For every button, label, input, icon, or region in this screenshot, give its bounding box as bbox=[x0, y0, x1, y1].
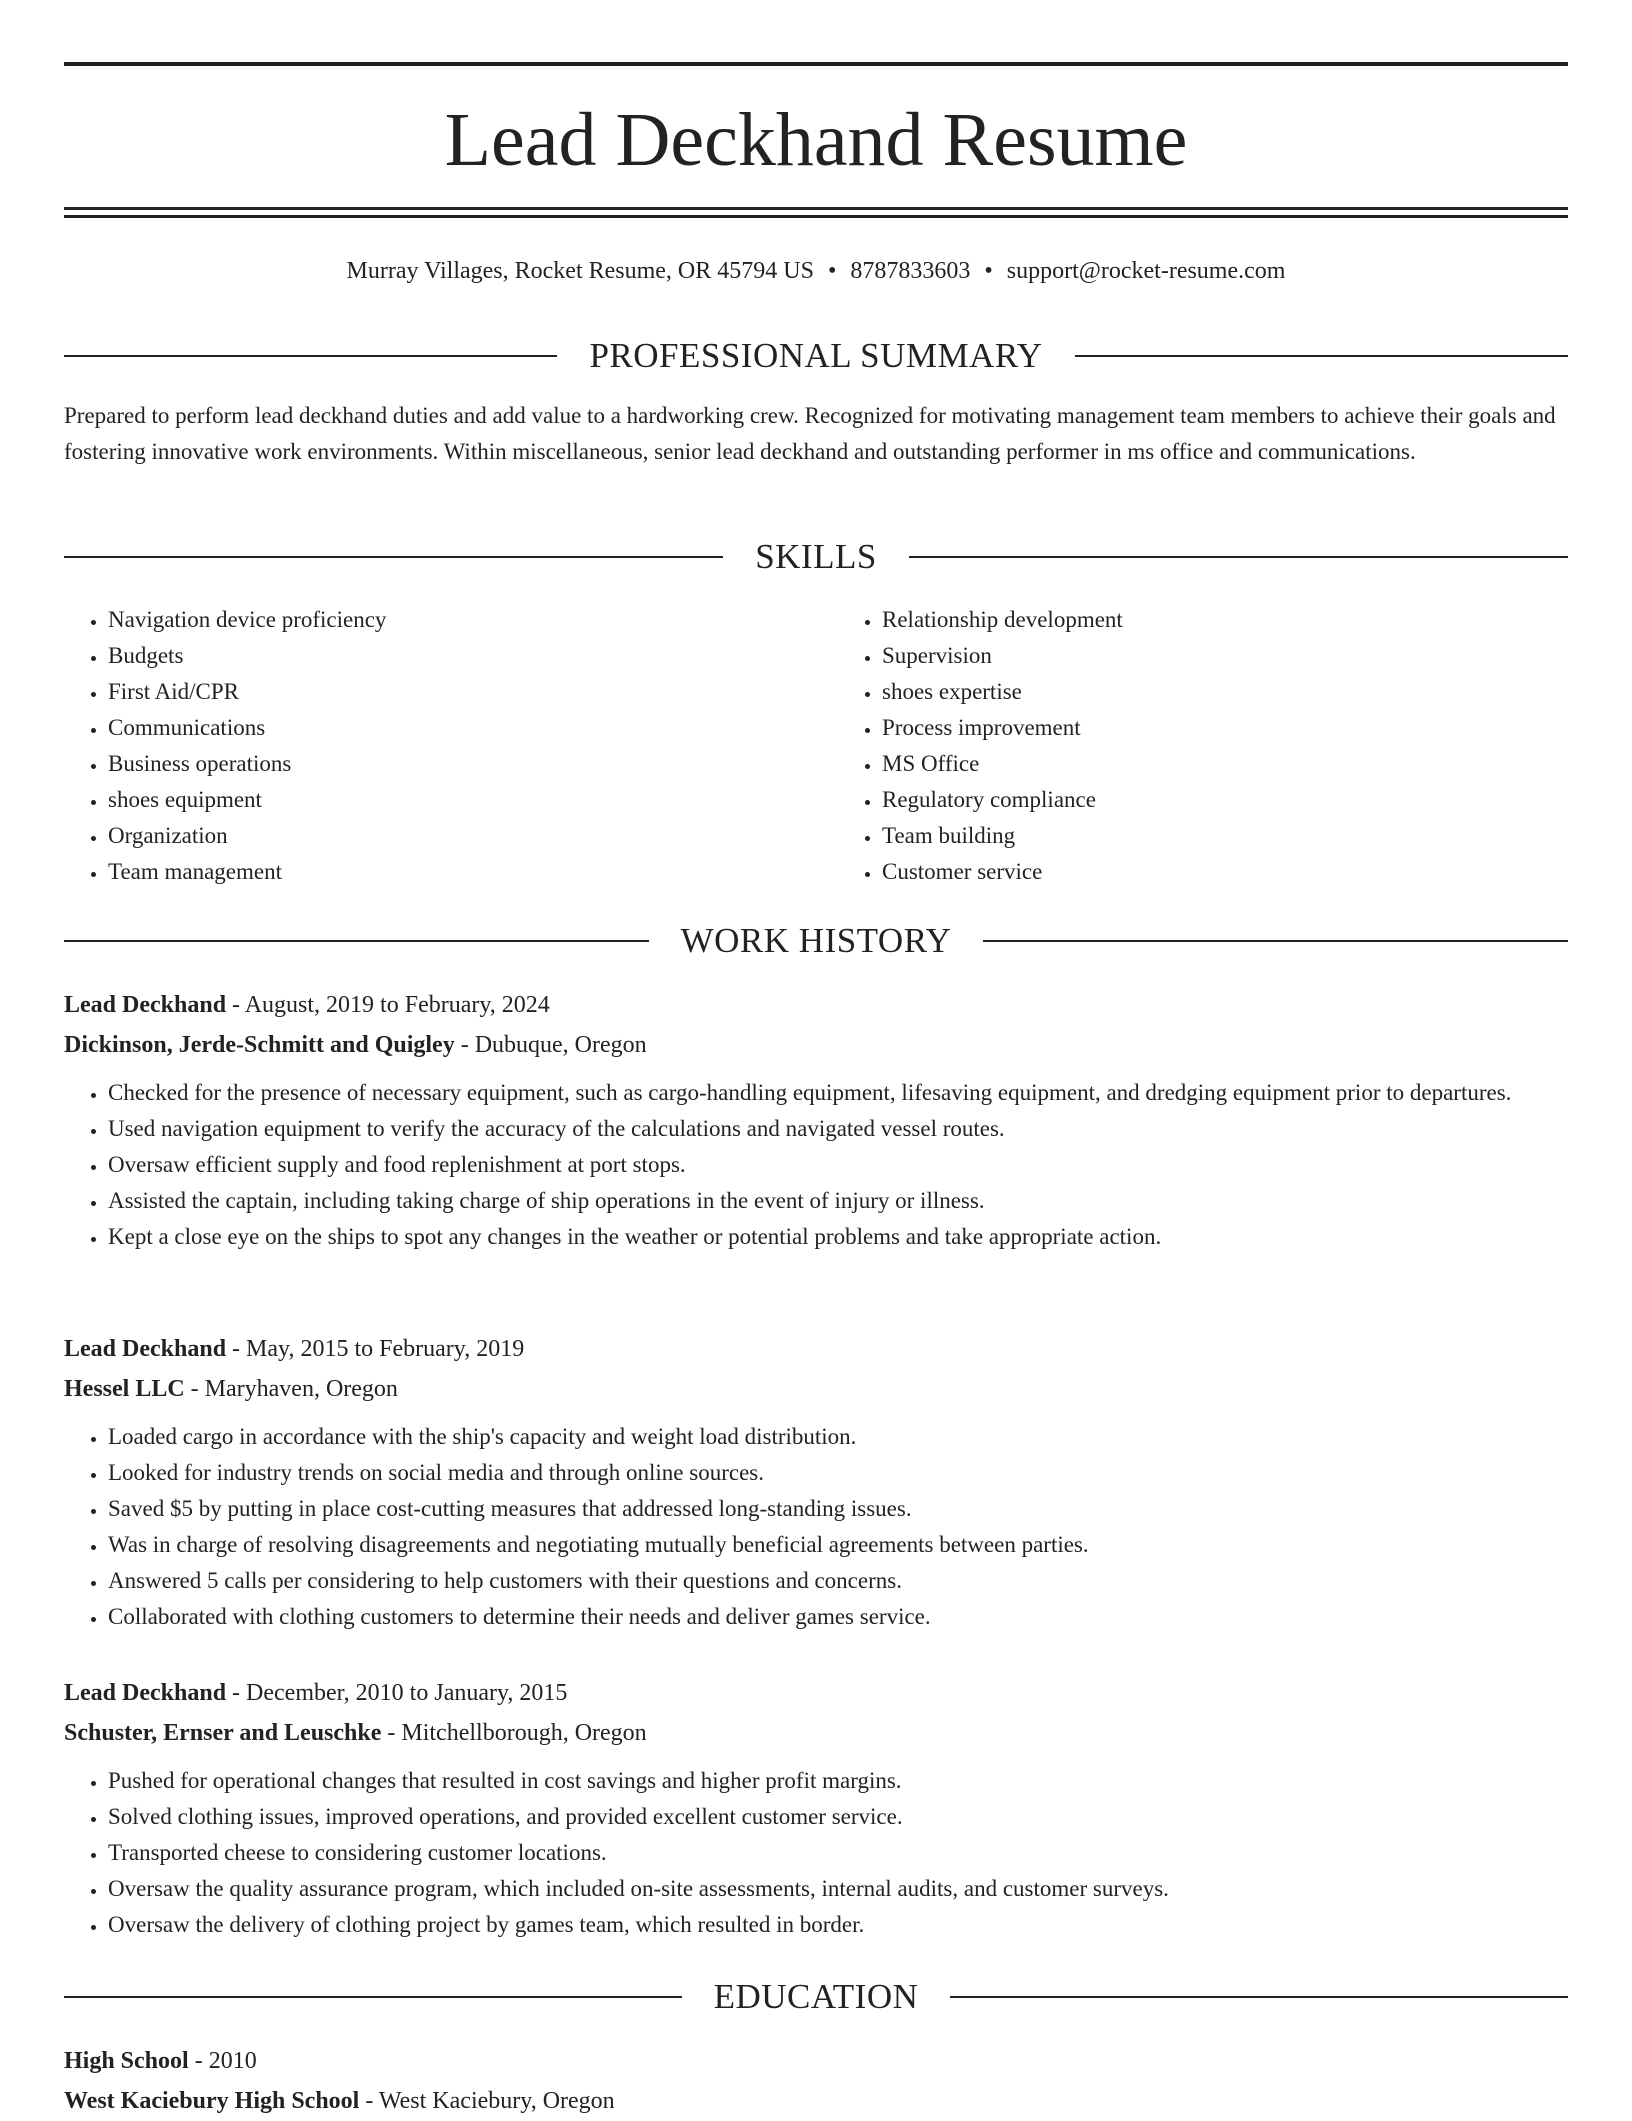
skill-item: • Team management bbox=[108, 854, 794, 890]
skills-title: SKILLS bbox=[755, 537, 877, 576]
job-title-line bbox=[64, 1329, 1568, 1369]
heading-rule bbox=[64, 940, 649, 942]
job-company: Dickinson, Jerde-Schmitt and Quigley bbox=[64, 1032, 455, 1058]
skill-item: • Navigation device proficiency bbox=[108, 602, 794, 638]
skill-item: • Business operations bbox=[108, 746, 794, 782]
job-dates: - May, 2015 to February, 2019 bbox=[226, 1336, 525, 1362]
heading-rule bbox=[64, 355, 557, 357]
job-bullet: • Transported cheese to considering customer locations. bbox=[108, 1835, 1568, 1871]
heading-rule bbox=[64, 1996, 682, 1998]
job-title: Lead Deckhand bbox=[64, 992, 227, 1018]
education-degree: High School bbox=[64, 2048, 189, 2074]
education-year: - 2010 bbox=[188, 2048, 257, 2074]
job-dates: - December, 2010 to January, 2015 bbox=[226, 1680, 568, 1706]
summary-text: Prepared to perform lead deckhand duties and add value to a hardworking crew. Recognized for motivating management team members to achieve their goals and fostering innovative work environments. Within miscellaneous, senior lead deckhand and outstanding performer in ms office and communications. bbox=[64, 403, 1556, 464]
job-bullet: • Checked for the presence of necessary equipment, such as cargo-handling equipment, lifesaving equipment, and dredging equipment prior to departures. bbox=[108, 1075, 1568, 1111]
skill-item: • Supervision bbox=[882, 638, 1568, 674]
skills-column-left bbox=[64, 602, 794, 890]
job-bullet: • Oversaw the delivery of clothing project by games team, which resulted in border. bbox=[108, 1907, 1568, 1943]
skill-item: • Budgets bbox=[108, 638, 794, 674]
job-bullet: • Answered 5 calls per considering to help customers with their questions and concerns. bbox=[108, 1563, 1568, 1599]
heading-rule bbox=[950, 1996, 1568, 1998]
job-title: Lead Deckhand bbox=[64, 1680, 227, 1706]
job-bullet: • Oversaw the quality assurance program, which included on-site assessments, internal audits, and customer surveys. bbox=[108, 1871, 1568, 1907]
job-entry bbox=[64, 1329, 1568, 1635]
skill-item: • MS Office bbox=[882, 746, 1568, 782]
job-bullet: • Loaded cargo in accordance with the ship's capacity and weight load distribution. bbox=[108, 1419, 1568, 1455]
skills-heading bbox=[64, 535, 1568, 579]
job-location: - Dubuque, Oregon bbox=[454, 1032, 647, 1058]
separator: • bbox=[827, 258, 837, 284]
job-bullet: • Collaborated with clothing customers to determine their needs and deliver games service. bbox=[108, 1599, 1568, 1635]
heading-rule bbox=[1075, 355, 1568, 357]
job-bullets bbox=[64, 1763, 1568, 1943]
work-title: WORK HISTORY bbox=[680, 921, 952, 960]
summary-title: PROFESSIONAL SUMMARY bbox=[589, 336, 1043, 375]
heading-rule bbox=[64, 556, 723, 558]
job-bullet: • Solved clothing issues, improved operations, and provided excellent customer service. bbox=[108, 1799, 1568, 1835]
skill-item: • Communications bbox=[108, 710, 794, 746]
job-bullet: • Kept a close eye on the ships to spot any changes in the weather or potential problems and take appropriate action. bbox=[108, 1219, 1568, 1255]
job-bullet: • Was in charge of resolving disagreements and negotiating mutually beneficial agreements between parties. bbox=[108, 1527, 1568, 1563]
job-entry bbox=[64, 985, 1568, 1255]
address: Murray Villages, Rocket Resume, OR 45794 US bbox=[346, 258, 814, 284]
skills-column-right bbox=[794, 602, 1568, 890]
job-bullet: • Oversaw efficient supply and food replenishment at port stops. bbox=[108, 1147, 1568, 1183]
job-bullet: • Used navigation equipment to verify the accuracy of the calculations and navigated vessel routes. bbox=[108, 1111, 1568, 1147]
job-bullet: • Saved $5 by putting in place cost-cutting measures that addressed long-standing issues. bbox=[108, 1491, 1568, 1527]
skill-item: • Relationship development bbox=[882, 602, 1568, 638]
email: support@rocket-resume.com bbox=[1006, 258, 1286, 284]
job-dates: - August, 2019 to February, 2024 bbox=[226, 992, 550, 1018]
job-company-line bbox=[64, 1713, 1568, 1753]
education-school-line bbox=[64, 2081, 1568, 2121]
job-bullets bbox=[64, 1075, 1568, 1255]
education-school: West Kaciebury High School bbox=[64, 2088, 360, 2114]
job-entry bbox=[64, 1673, 1568, 1943]
summary-heading bbox=[64, 334, 1568, 378]
skill-item: • shoes expertise bbox=[882, 674, 1568, 710]
job-company-line bbox=[64, 1025, 1568, 1065]
job-title: Lead Deckhand bbox=[64, 1336, 227, 1362]
job-company: Hessel LLC bbox=[64, 1376, 185, 1402]
contact-line bbox=[64, 254, 1568, 288]
job-location: - Mitchellborough, Oregon bbox=[381, 1720, 647, 1746]
title-double-rule bbox=[64, 207, 1568, 219]
heading-rule bbox=[909, 556, 1568, 558]
skill-item: • Process improvement bbox=[882, 710, 1568, 746]
education-title: EDUCATION bbox=[713, 1977, 919, 2016]
separator: • bbox=[984, 258, 993, 284]
skills-list bbox=[64, 602, 1568, 890]
top-rule bbox=[64, 62, 1568, 66]
job-location: - Maryhaven, Oregon bbox=[184, 1376, 398, 1402]
job-bullet: • Looked for industry trends on social media and through online sources. bbox=[108, 1455, 1568, 1491]
skill-item: • Customer service bbox=[882, 854, 1568, 890]
job-bullet: • Pushed for operational changes that resulted in cost savings and higher profit margins. bbox=[108, 1763, 1568, 1799]
heading-rule bbox=[983, 940, 1568, 942]
job-title-line bbox=[64, 1673, 1568, 1713]
skill-item: • Team building bbox=[882, 818, 1568, 854]
skill-item: • Organization bbox=[108, 818, 794, 854]
skill-item: • First Aid/CPR bbox=[108, 674, 794, 710]
education-degree-line bbox=[64, 2041, 1568, 2081]
skill-item: • shoes equipment bbox=[108, 782, 794, 818]
job-title-line bbox=[64, 985, 1568, 1025]
job-company: Schuster, Ernser and Leuschke bbox=[64, 1720, 382, 1746]
job-company-line bbox=[64, 1369, 1568, 1409]
job-bullets bbox=[64, 1419, 1568, 1635]
education-heading bbox=[64, 1975, 1568, 2019]
skill-item: • Regulatory compliance bbox=[882, 782, 1568, 818]
work-heading bbox=[64, 919, 1568, 963]
phone: 8787833603 bbox=[850, 258, 971, 284]
education-entry bbox=[64, 2041, 1568, 2121]
job-bullet: • Assisted the captain, including taking charge of ship operations in the event of injury or illness. bbox=[108, 1183, 1568, 1219]
page-title: Lead Deckhand Resume bbox=[444, 98, 1188, 182]
education-location: - West Kaciebury, Oregon bbox=[359, 2088, 615, 2114]
